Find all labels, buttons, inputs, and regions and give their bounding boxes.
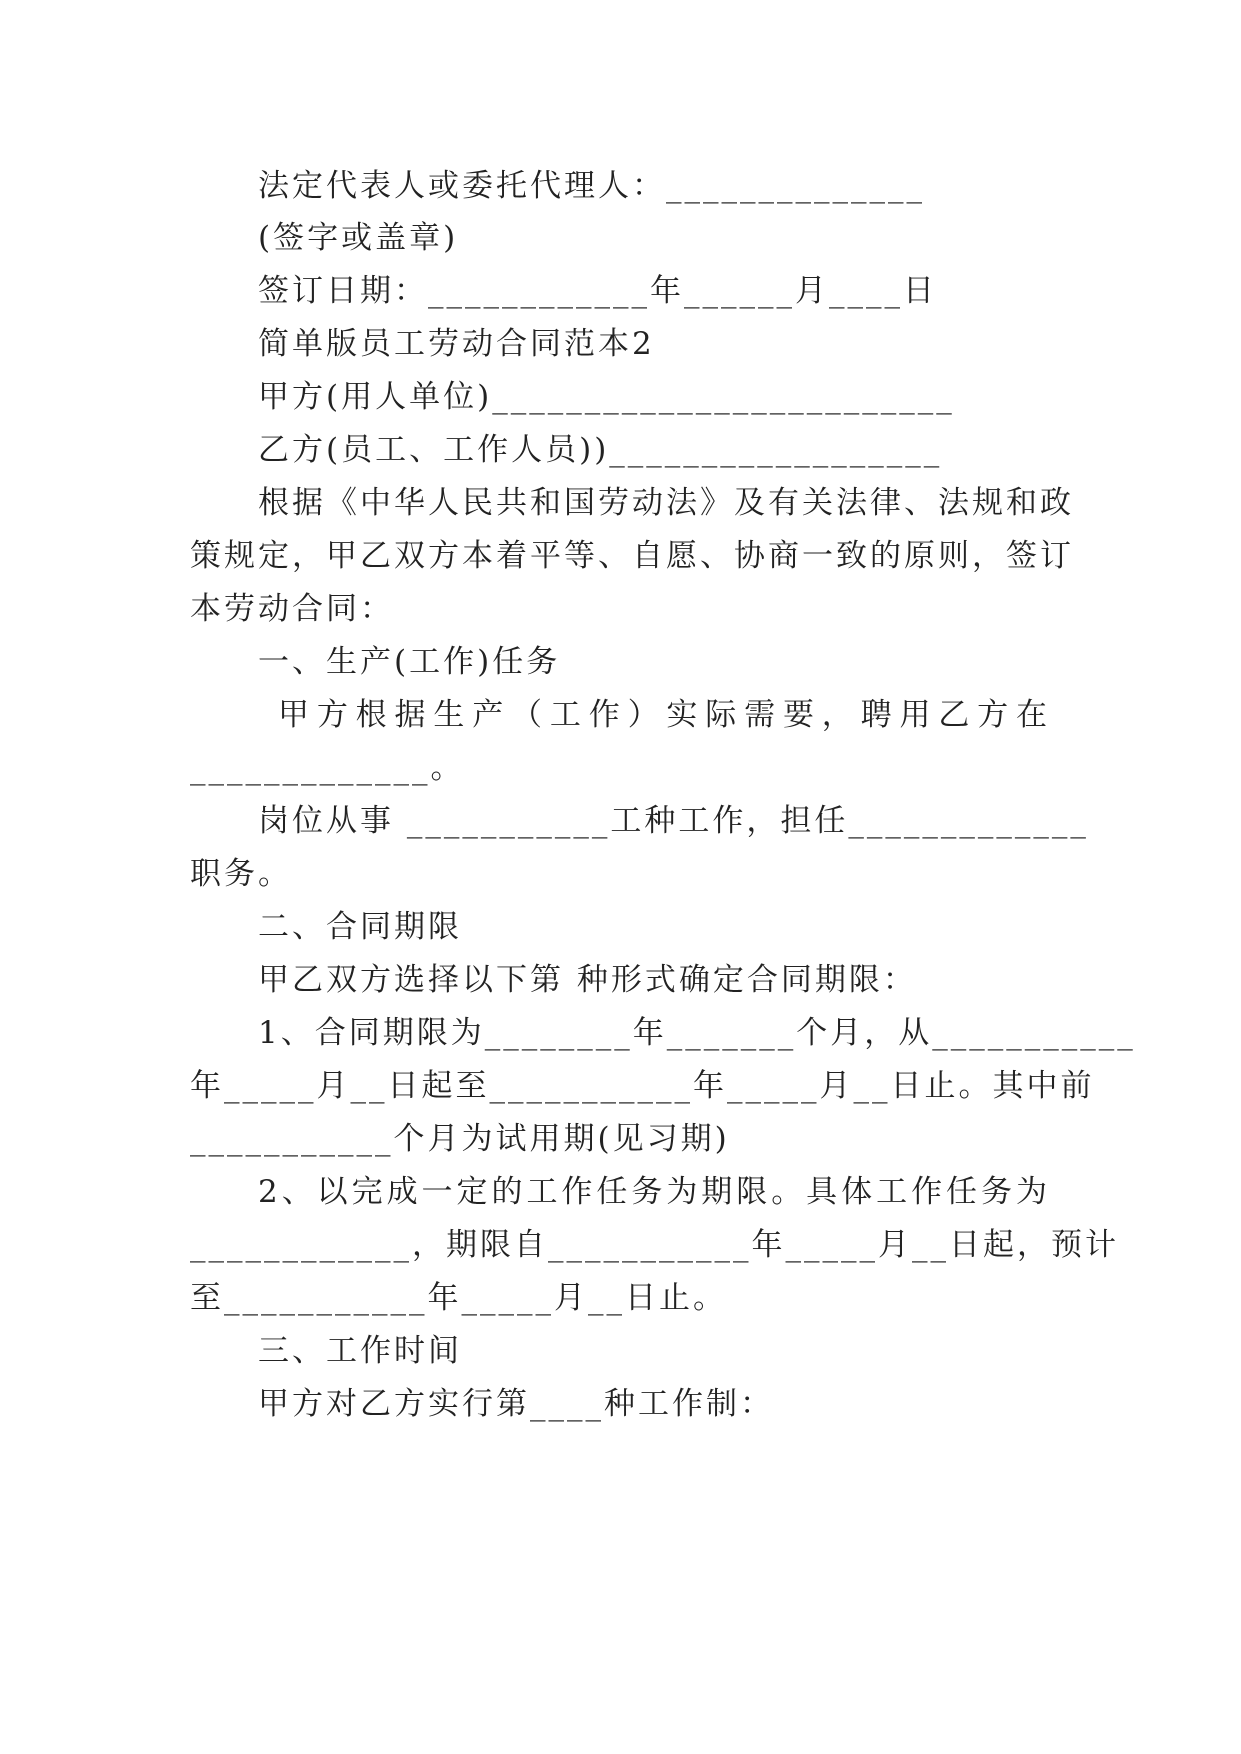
preamble-line-3: 本劳动合同： xyxy=(190,591,394,627)
term-option-1-line-1: 1、合同期限为________年_______个月，从___________ xyxy=(258,1015,1136,1051)
party-a-line: 甲方(用人单位)_________________________ xyxy=(258,379,955,415)
legal-representative-line: 法定代表人或委托代理人：______________ xyxy=(258,168,925,204)
party-b-line: 乙方(员工、工作人员))__________________ xyxy=(258,432,943,468)
term-option-2-line-2: ____________，期限自___________年_____月__日起，预计 xyxy=(190,1227,1119,1263)
term-option-2-line-3: 至___________年_____月__日止。 xyxy=(190,1280,727,1316)
contract-title: 简单版员工劳动合同范本2 xyxy=(258,326,655,362)
term-option-1-line-2: 年_____月__日起至___________年_____月__日止。其中前 xyxy=(190,1068,1095,1104)
signing-date-line: 签订日期：____________年______月____日 xyxy=(258,273,937,309)
task-line-4: 职务。 xyxy=(190,856,292,892)
section-heading-1: 一、生产(工作)任务 xyxy=(258,644,561,680)
section-heading-3: 三、工作时间 xyxy=(258,1333,462,1369)
task-line-1: 甲方根据生产（工作）实际需要，聘用乙方在 xyxy=(278,697,1050,733)
term-intro-line: 甲乙双方选择以下第 种形式确定合同期限： xyxy=(258,962,917,998)
preamble-line-2: 策规定，甲乙双方本着平等、自愿、协商一致的原则，签订 xyxy=(190,538,1074,574)
work-system-line: 甲方对乙方实行第____种工作制： xyxy=(258,1386,774,1422)
term-option-1-line-3: ___________个月为试用期(见习期) xyxy=(190,1121,730,1157)
preamble-line-1: 根据《中华人民共和国劳动法》及有关法律、法规和政 xyxy=(258,485,1074,521)
section-heading-2: 二、合同期限 xyxy=(258,909,462,945)
task-line-2: _____________。 xyxy=(190,750,465,786)
task-line-3: 岗位从事 ___________工种工作，担任_____________ xyxy=(258,803,1089,839)
signature-note: (签字或盖章) xyxy=(258,220,459,256)
term-option-2-line-1: 2、以完成一定的工作任务为期限。具体工作任务为 xyxy=(258,1174,1050,1210)
